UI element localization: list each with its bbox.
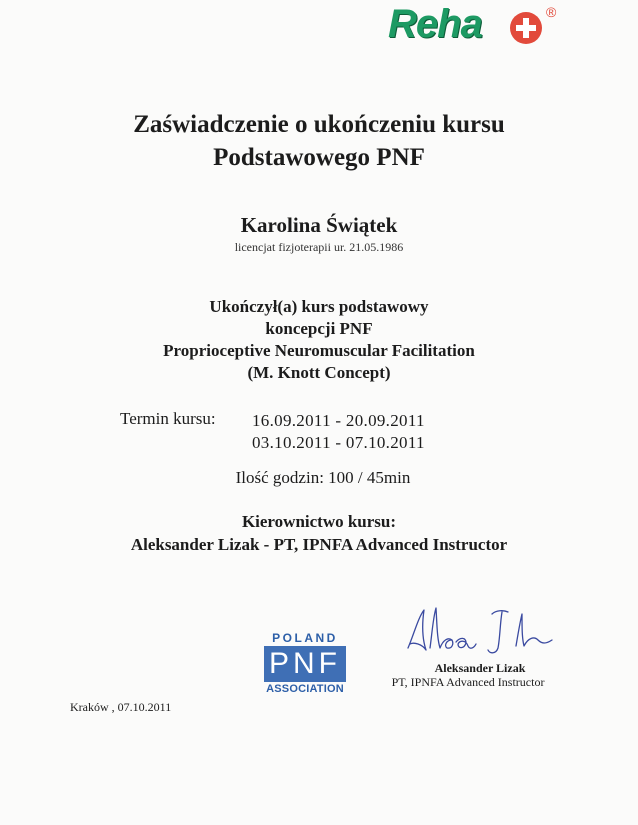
- pnf-logo-bottom: ASSOCIATION: [266, 683, 344, 695]
- place-and-date: Kraków , 07.10.2011: [70, 700, 172, 714]
- term-date-1: 16.09.2011 - 20.09.2011: [252, 411, 425, 430]
- red-plus-circle-icon: [510, 12, 542, 44]
- pnf-logo-top: POLAND: [272, 631, 338, 645]
- course-description: [0, 296, 638, 384]
- certificate-title: [0, 108, 638, 174]
- course-line-1: Ukończył(a) kurs podstawowy: [209, 297, 429, 316]
- course-line-2: koncepcji PNF: [265, 319, 373, 338]
- reha-logo-text: Reha: [388, 2, 482, 46]
- course-line-4: (M. Knott Concept): [247, 363, 391, 382]
- recipient-details: licencjat fizjoterapii ur. 21.05.1986: [234, 240, 404, 254]
- recipient-name: Karolina Świątek: [240, 213, 398, 237]
- signatory-name: Aleksander Lizak: [434, 661, 526, 675]
- handwritten-signature: [400, 604, 570, 662]
- poland-pnf-association-logo: [262, 631, 348, 697]
- course-line-3: Proprioceptive Neuromuscular Facilitation: [163, 341, 475, 360]
- term-label: Termin kursu:: [120, 409, 216, 428]
- registered-mark: ®: [546, 4, 557, 20]
- title-line-2: Podstawowego PNF: [213, 144, 425, 171]
- reha-logo: [388, 2, 568, 48]
- term-dates: [252, 410, 425, 454]
- title-line-1: Zaświadczenie o ukończeniu kursu: [133, 111, 505, 138]
- management-label: Kierownictwo kursu:: [241, 512, 397, 531]
- term-date-2: 03.10.2011 - 07.10.2011: [252, 433, 425, 452]
- management-name: Aleksander Lizak - PT, IPNFA Advanced Instructor: [130, 535, 508, 554]
- course-hours: Ilość godzin: 100 / 45min: [235, 468, 411, 487]
- signatory-title: PT, IPNFA Advanced Instructor: [391, 675, 545, 689]
- pnf-logo-box: PNF: [264, 646, 346, 682]
